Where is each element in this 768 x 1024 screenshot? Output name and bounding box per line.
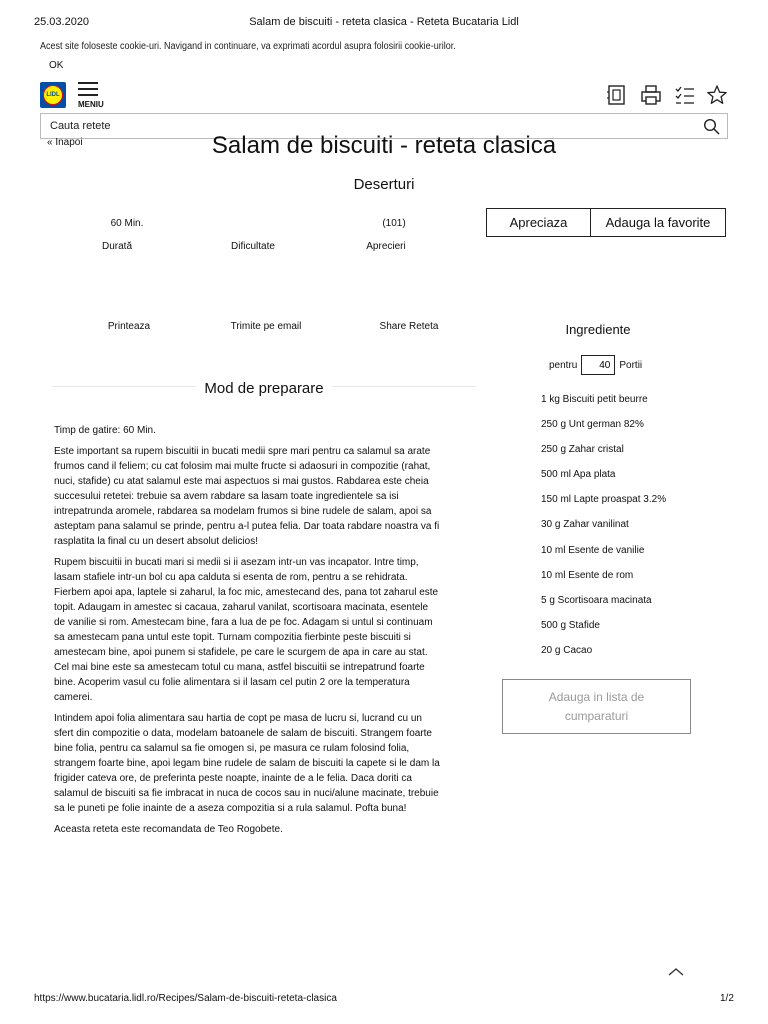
scroll-top-icon[interactable] — [667, 966, 685, 978]
print-page-title: Salam de biscuiti - reteta clasica - Reteta Bucataria Lidl — [249, 16, 519, 28]
ingredient-item: 500 ml Apa plata — [541, 469, 616, 481]
portions-control — [549, 355, 642, 375]
cookie-ok-button[interactable]: OK — [49, 60, 64, 71]
ingredient-item: 10 ml Esente de rom — [541, 569, 634, 581]
recommendation: Aceasta reteta este recomandata de Teo Rogobete. — [54, 824, 283, 835]
print-icon[interactable] — [640, 84, 662, 106]
menu-button[interactable] — [78, 82, 102, 108]
menu-label: MENIU — [78, 100, 104, 109]
cooking-time: Timp de gatire: 60 Min. — [54, 425, 156, 436]
method-paragraph: Intindem apoi folia alimentara sau hartia de copt pe masa de lucru si, lucrand cu un sfert din compozitie o data, modelam batoanele de salam de biscuiti. Strangem foarte bine folia, pentru ca salamul sa fie omogen si, pe masura ce rulam folosind folia, strangem foarte bine, apoi legam bine rudele de salam de biscuiti la capete si le dam la frigider cateva ore, de preferinta peste noapte, inainte de a le felia. Daca doriti ca salamul de biscuiti sa fie imbracat in nuca de cocos sau in nuci/alune macinate, trebuie sa le puneti pe folie inainte de a aseza compozitia si a rula salamul. Pofta buna! — [54, 713, 440, 814]
recipe-title: Salam de biscuiti - reteta clasica — [211, 132, 557, 159]
add-favorite-button[interactable]: Adauga la favorite — [590, 208, 726, 237]
email-recipe-link[interactable]: Trimite pe email — [230, 321, 302, 332]
ingredient-item: 10 ml Esente de vanilie — [541, 544, 645, 556]
difficulty-label: Dificultate — [231, 241, 275, 252]
hamburger-icon — [78, 82, 98, 84]
cookie-notice: Acest site foloseste cookie-uri. Navigand in continuare, va exprimati acordul asupra folosirii cookie-urilor. — [40, 41, 456, 52]
print-page-number: 1/2 — [720, 993, 734, 1004]
ingredient-item: 30 g Zahar vanilinat — [541, 519, 629, 531]
duration-label: Durată — [101, 241, 132, 252]
share-recipe-link[interactable]: Share Reteta — [379, 321, 439, 332]
search-input[interactable] — [41, 119, 692, 133]
star-icon[interactable] — [706, 84, 728, 106]
ingredient-item: 500 g Stafide — [541, 619, 600, 631]
ingredient-item: 150 ml Lapte proaspat 3.2% — [541, 494, 667, 506]
ingredients-list — [541, 394, 666, 670]
recipe-book-icon[interactable] — [606, 84, 628, 106]
hamburger-icon-bar — [78, 88, 98, 90]
ingredient-item: 250 g Zahar cristal — [541, 444, 624, 456]
method-text — [54, 423, 440, 843]
likes-count: (101) — [382, 218, 406, 229]
recipe-category[interactable]: Deserturi — [353, 176, 415, 193]
likes-label: Aprecieri — [366, 241, 406, 252]
back-link[interactable]: « Inapoi — [47, 137, 83, 148]
logo-text: LIDL — [43, 85, 63, 105]
ingredient-item: 5 g Scortisoara macinata — [541, 594, 652, 606]
like-button[interactable]: Apreciaza — [486, 208, 591, 237]
duration-value: 60 Min. — [110, 218, 144, 229]
method-paragraph: Este important sa rupem biscuitii in bucati medii spre mari pentru ca salamul sa arate frumos cand il feliem; cu cat folosim mai multe fructe si adaosuri in compozitie (rahat, nuci, stafide) cu atat salamul este mai aspectuos si mai gustos. Rabdarea este cheia succesului retetei: trebuie sa avem rabdare sa lasam toate ingredientele sa isi intrepatrunda aromele, rabdarea sa modelam frumos si bine rudele de salam, apoi sa asteptam pana salamul se prinde, pentru a-l putea felia. Dar toata rabdare noastra va fi rasplatita la final cu un desert absolut delicios! — [54, 446, 440, 547]
hamburger-icon-bar — [78, 94, 98, 96]
portions-prefix: pentru — [549, 359, 578, 371]
method-title — [52, 380, 476, 397]
method-title-text: Mod de preparare — [196, 380, 331, 397]
portions-input[interactable] — [581, 355, 615, 375]
add-to-shopping-list-button[interactable]: Adauga in lista de cumparaturi — [502, 679, 691, 734]
print-url: https://www.bucataria.lidl.ro/Recipes/Salam-de-biscuiti-reteta-clasica — [34, 993, 337, 1004]
portions-suffix: Portii — [619, 359, 643, 371]
ingredients-title: Ingrediente — [565, 322, 631, 337]
ingredient-item: 20 g Cacao — [541, 644, 593, 656]
print-recipe-link[interactable]: Printeaza — [107, 321, 151, 332]
method-paragraph: Rupem biscuitii in bucati mari si medii si ii asezam intr-un vas incapator. Intre timp, lasam stafiele intr-un bol cu apa calduta si esenta de rom, pentru a se rehidrata. Fierbem apoi apa, laptele si zaharul, la foc mic, amestecand des, pana tot zaharul este topit. Adaugam in amestec si cacaua, zaharul vanilat, scortisoara macinata, esentele de vanilie si rom. Amestecam bine, fara a lua de pe foc. Adagam si untul si continuam sa amestecam pana untul este topit. Turnam compozitia fierbinte peste biscuiti si amestecam bine, apoi punem si stafidele, pe care le scurgem de apa in care au stat. Cel mai bine este sa amestecam totul cu mana, astfel biscuitii se intrepatrund foarte bine. Acoperim vasul cu folie alimentara si il lasam cel putin 2 ore la temperatura camerei. — [54, 557, 439, 703]
lidl-logo[interactable] — [40, 82, 66, 108]
shopping-list-icon[interactable] — [674, 84, 696, 106]
ingredient-item: 1 kg Biscuiti petit beurre — [541, 394, 648, 405]
print-date: 25.03.2020 — [34, 16, 90, 28]
ingredient-item: 250 g Unt german 82% — [541, 419, 644, 431]
